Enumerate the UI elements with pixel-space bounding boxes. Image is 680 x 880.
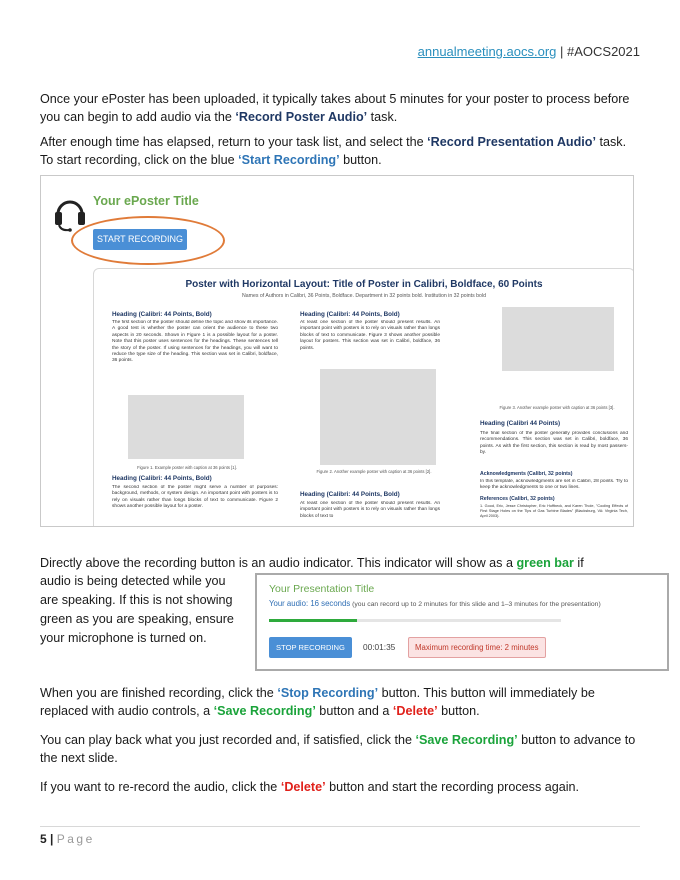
poster-figure-caption: Figure 3. Another example poster with caption at 36 points [3]. xyxy=(499,405,615,410)
highlight-circle xyxy=(71,216,225,265)
quote: ’ xyxy=(514,733,518,747)
conference-link[interactable]: annualmeeting.aocs.org xyxy=(417,44,557,59)
audio-label: Your audio: xyxy=(269,599,311,608)
poster-references-text: 1. Good, Eric, Jesse Christopher, Eric Hoffbeck, and Karen Thole, "Cooling Effects of First Stage Holes on the Tips of Gas Turbine Blades" (Blacksburg, VA: Virginia Tech, April 2003). xyxy=(480,504,628,518)
audio-value: 16 seconds xyxy=(310,599,351,608)
text: Once your ePoster has been uploaded, it typically takes about 5 minutes for your poster to process before you can begin to add audio via the xyxy=(40,92,630,124)
poster-heading: Heading (Calibri 44 Points) xyxy=(480,420,561,427)
record-presentation-audio-term: Record Presentation Audio xyxy=(430,135,593,149)
quote: ‘ xyxy=(392,704,397,718)
paragraph-upload-wait xyxy=(40,90,640,126)
page-label: Page xyxy=(56,832,95,846)
poster-heading: Heading (Calibri: 44 Points, Bold) xyxy=(300,311,400,318)
quote: ’ xyxy=(336,153,340,167)
start-recording-term: Start Recording xyxy=(241,153,337,167)
page-number: 5 xyxy=(40,832,47,846)
presentation-recording-screenshot xyxy=(255,573,669,671)
poster-body-text: At least one section of the poster should present results. An important point with posters is to rely on visuals rather than longs blocks of text to xyxy=(300,501,440,519)
poster-acknowledgments-text: In this template, acknowledgments are set in Calibri, 28 points. Try to keep the acknowledgments to one or two lines. xyxy=(480,479,628,491)
text: button. This button will immediately be replaced with audio controls, a xyxy=(40,686,595,718)
poster-heading: Heading (Calibri: 44 Points, Bold) xyxy=(112,311,212,318)
quote: ‘ xyxy=(277,686,281,700)
header-hashtag: #AOCS2021 xyxy=(567,44,640,59)
text: button and a xyxy=(315,704,393,718)
start-recording-button[interactable]: START RECORDING xyxy=(93,229,187,250)
poster-heading: Heading (Calibri: 44 Points, Bold) xyxy=(112,475,212,482)
text: button to advance to the next slide. xyxy=(40,733,636,765)
record-poster-audio-term: Record Poster Audio xyxy=(238,110,364,124)
text: task. xyxy=(367,110,398,124)
stop-recording-button[interactable]: STOP RECORDING xyxy=(269,637,352,658)
page-header xyxy=(418,44,640,59)
poster-title: Poster with Horizontal Layout: Title of Poster in Calibri, Boldface, 60 Points xyxy=(185,279,543,290)
eposter-title: Your ePoster Title xyxy=(93,194,199,208)
quote: ’ xyxy=(322,780,326,794)
text: button. xyxy=(339,153,382,167)
quote: ’ xyxy=(363,110,368,124)
stop-recording-term: Stop Recording xyxy=(280,686,375,700)
text: When you are finished recording, click the xyxy=(40,686,278,700)
save-recording-term: Save Recording xyxy=(217,704,313,718)
audio-level-bar xyxy=(269,619,561,622)
text: If you want to re-record the audio, click the xyxy=(40,780,281,794)
quote: ‘ xyxy=(415,733,419,747)
text: button. xyxy=(437,704,480,718)
poster-acknowledgments-heading: Acknowledgments (Calibri, 32 points) xyxy=(480,471,573,477)
max-recording-time-notice: Maximum recording time: 2 minutes xyxy=(408,637,546,658)
poster-body-text: The second section of the poster might serve a number of purposes: background, methods, or system design. An important point with posters is to rely on visuals rather than longs blocks of text to communicate. Figure 2 shows another possible layout for a poster. xyxy=(112,485,278,510)
save-recording-term: Save Recording xyxy=(418,733,515,747)
quote: ‘ xyxy=(235,110,239,124)
text: Directly above the recording button is an audio indicator. This indicator will show as a xyxy=(40,556,517,570)
paragraph-stop-recording xyxy=(40,684,640,720)
footer-divider xyxy=(40,826,640,827)
poster-figure-placeholder xyxy=(502,307,614,371)
delete-term: Delete xyxy=(284,780,323,794)
green-bar-term: green bar xyxy=(516,556,574,570)
poster-body-text: The first section of the poster should define the topic and show its importance. A good test is whether the poster can orient the audience to these two aspects in 20 seconds. Shown in Figure 1 is a possible layout for a poster. Note that this poster uses sentences for the headings. These sentences tell the story of the poster. If using sentences for the headings, you will want to reduce the type size of the heading. This section was set in Calibri, boldface, 36 points. xyxy=(112,320,278,364)
quote: ‘ xyxy=(427,135,431,149)
delete-term: Delete xyxy=(396,704,435,718)
page-footer xyxy=(40,832,95,846)
headset-icon xyxy=(53,194,87,232)
poster-references-heading: References (Calibri, 32 points) xyxy=(480,496,555,502)
text: task. To start recording, click on the blue xyxy=(40,135,627,167)
quote: ’ xyxy=(312,704,316,718)
paragraph-delete-recording xyxy=(40,778,640,796)
paragraph-select-task xyxy=(40,133,640,169)
poster-figure-caption: Figure 1. Example poster with caption at 36 points [1]. xyxy=(137,465,237,470)
poster-preview xyxy=(93,268,634,527)
paragraph-save-recording xyxy=(40,731,640,767)
poster-figure-caption: Figure 2. Another example poster with caption at 36 points [2]. xyxy=(316,469,432,474)
recording-timer: 00:01:35 xyxy=(363,642,396,652)
audio-duration-text xyxy=(269,599,601,608)
quote: ‘ xyxy=(213,704,218,718)
quote: ’ xyxy=(374,686,379,700)
poster-subtitle: Names of Authors in Calibri, 36 Points, Boldface. Department in 32 points bold. Institution in 32 points bold xyxy=(242,293,486,299)
audio-limit-note: (you can record up to 2 minutes for this slide and 1–3 minutes for the presentation) xyxy=(350,601,601,608)
quote: ‘ xyxy=(280,780,285,794)
text: if xyxy=(573,556,584,570)
paragraph-audio-indicator-continued: audio is being detected while you are speaking. If this is not showing green as you are speaking, ensure your microphone is turned on. xyxy=(40,574,234,645)
audio-level-fill xyxy=(269,619,357,622)
paragraph-audio-indicator xyxy=(40,554,640,572)
quote: ‘ xyxy=(238,153,242,167)
quote: ’ xyxy=(592,135,596,149)
poster-figure-placeholder xyxy=(320,369,436,465)
text: After enough time has elapsed, return to your task list, and select the xyxy=(40,135,428,149)
text: button and start the recording process again. xyxy=(325,780,580,794)
text: You can play back what you just recorded and, if satisfied, click the xyxy=(40,733,416,747)
eposter-recording-screenshot xyxy=(40,175,634,527)
poster-body-text: At least one section of the poster should present results. An important point with posters is to rely on visuals rather than longs blocks of text to communicate. Figure 3 shows another possible layout for posters. This section was set in Calibri, boldface, 36 points. xyxy=(300,320,440,351)
poster-body-text: The final section of the poster generally provides conclusions and recommendations. This section was set in Calibri, boldface, 36 points. As with the first section, this section is read by most passers-by. xyxy=(480,431,628,456)
poster-heading: Heading (Calibri: 44 Points, Bold) xyxy=(300,491,400,498)
presentation-title: Your Presentation Title xyxy=(269,583,375,595)
footer-separator: | xyxy=(46,832,57,846)
poster-figure-placeholder xyxy=(128,395,244,459)
quote: ’ xyxy=(434,704,438,718)
header-separator: | xyxy=(556,44,567,59)
